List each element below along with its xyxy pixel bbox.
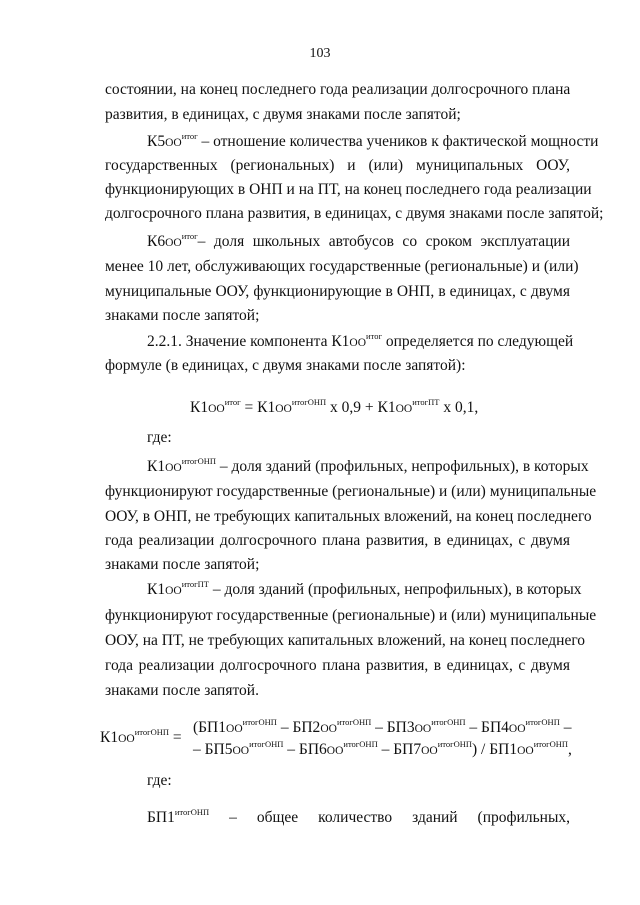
text-line: функционируют государственные (региональные) и (или) муниципальные (105, 483, 597, 500)
text-line: функционирующих в ОНП и на ПТ, на конец последнего года реализации (105, 181, 592, 198)
text-line: года реализации долгосрочного плана развития, в единицах, с двумя (105, 657, 570, 674)
definition-k1-onp: $К1ОО^{итогОНП}$ – доля зданий (профильных, непрофильных), в которых (147, 456, 589, 475)
text-line: знаками после запятой. (105, 682, 259, 699)
text-line: состоянии, на конец последнего года реализации долгосрочного плана (105, 81, 571, 98)
text-line: долгосрочного плана развития, в единицах, с двумя знаками после запятой; (105, 205, 604, 222)
definition-bp1: $БП1^{итогОНП}$ – общее количество зданий (профильных, (147, 807, 570, 826)
text-line: знаками после запятой; (105, 307, 260, 324)
text-line: ООУ, на ПТ, не требующих капитальных вложений, на конец последнего (105, 632, 586, 649)
formula-k1-onp-line1: ($БП1ОО^{итогОНП} - БП2ОО^{итогОНП} - БП3ОО^{итогОНП} - БП4ОО^{итогОНП}$ – (193, 717, 572, 736)
text-line: где: (147, 429, 172, 446)
formula-k1-onp-line2: – $БП5ОО^{итогОНП} - БП6ОО^{итогОНП} - БП7ОО^{итогОНП}) / БП1ОО^{итогОНП}$, (193, 739, 572, 758)
text-line: ООУ, в ОНП, не требующих капитальных вложений, на конец последнего (105, 508, 592, 525)
definition-k1-pt: $К1ОО^{итогПТ}$ – доля зданий (профильных, непрофильных), в которых (147, 579, 582, 598)
formula-k1-onp-lhs: $К1ОО^{итогОНП}$ = (100, 727, 182, 746)
section-2-2-1: 2.2.1. Значение компонента $К1ОО^{итог}$ определяется по следующей (147, 331, 574, 350)
text-line: менее 10 лет, обслуживающих государственные (региональные) и (или) (105, 258, 579, 275)
formula-k1: $К1ОО^{итог} = К1ОО^{итогОНП}$ х $0,9 + К1ОО^{итогПТ}$ х 0,1, (190, 397, 479, 416)
text-line: муниципальные ООУ, функционирующие в ОНП, в единицах, с двумя (105, 283, 570, 300)
definition-k6: $К6ОО^{итог}-$ доля школьных автобусов со сроком эксплуатации (147, 231, 570, 250)
text-line: формуле (в единицах, с двумя знаками после запятой): (105, 357, 466, 374)
text-line: где: (147, 772, 172, 789)
definition-k5: $К5ОО^{итог}$ – отношение количества учеников к фактической мощности (147, 131, 599, 150)
page-number: 103 (309, 46, 331, 61)
text-line: государственных (региональных) и (или) муниципальных ООУ, (105, 157, 570, 174)
text-line: знаками после запятой; (105, 556, 260, 573)
text-line: функционируют государственные (региональные) и (или) муниципальные (105, 607, 597, 624)
text-line: развития, в единицах, с двумя знаками после запятой; (105, 106, 461, 123)
text-line: года реализации долгосрочного плана развития, в единицах, с двумя (105, 532, 570, 549)
